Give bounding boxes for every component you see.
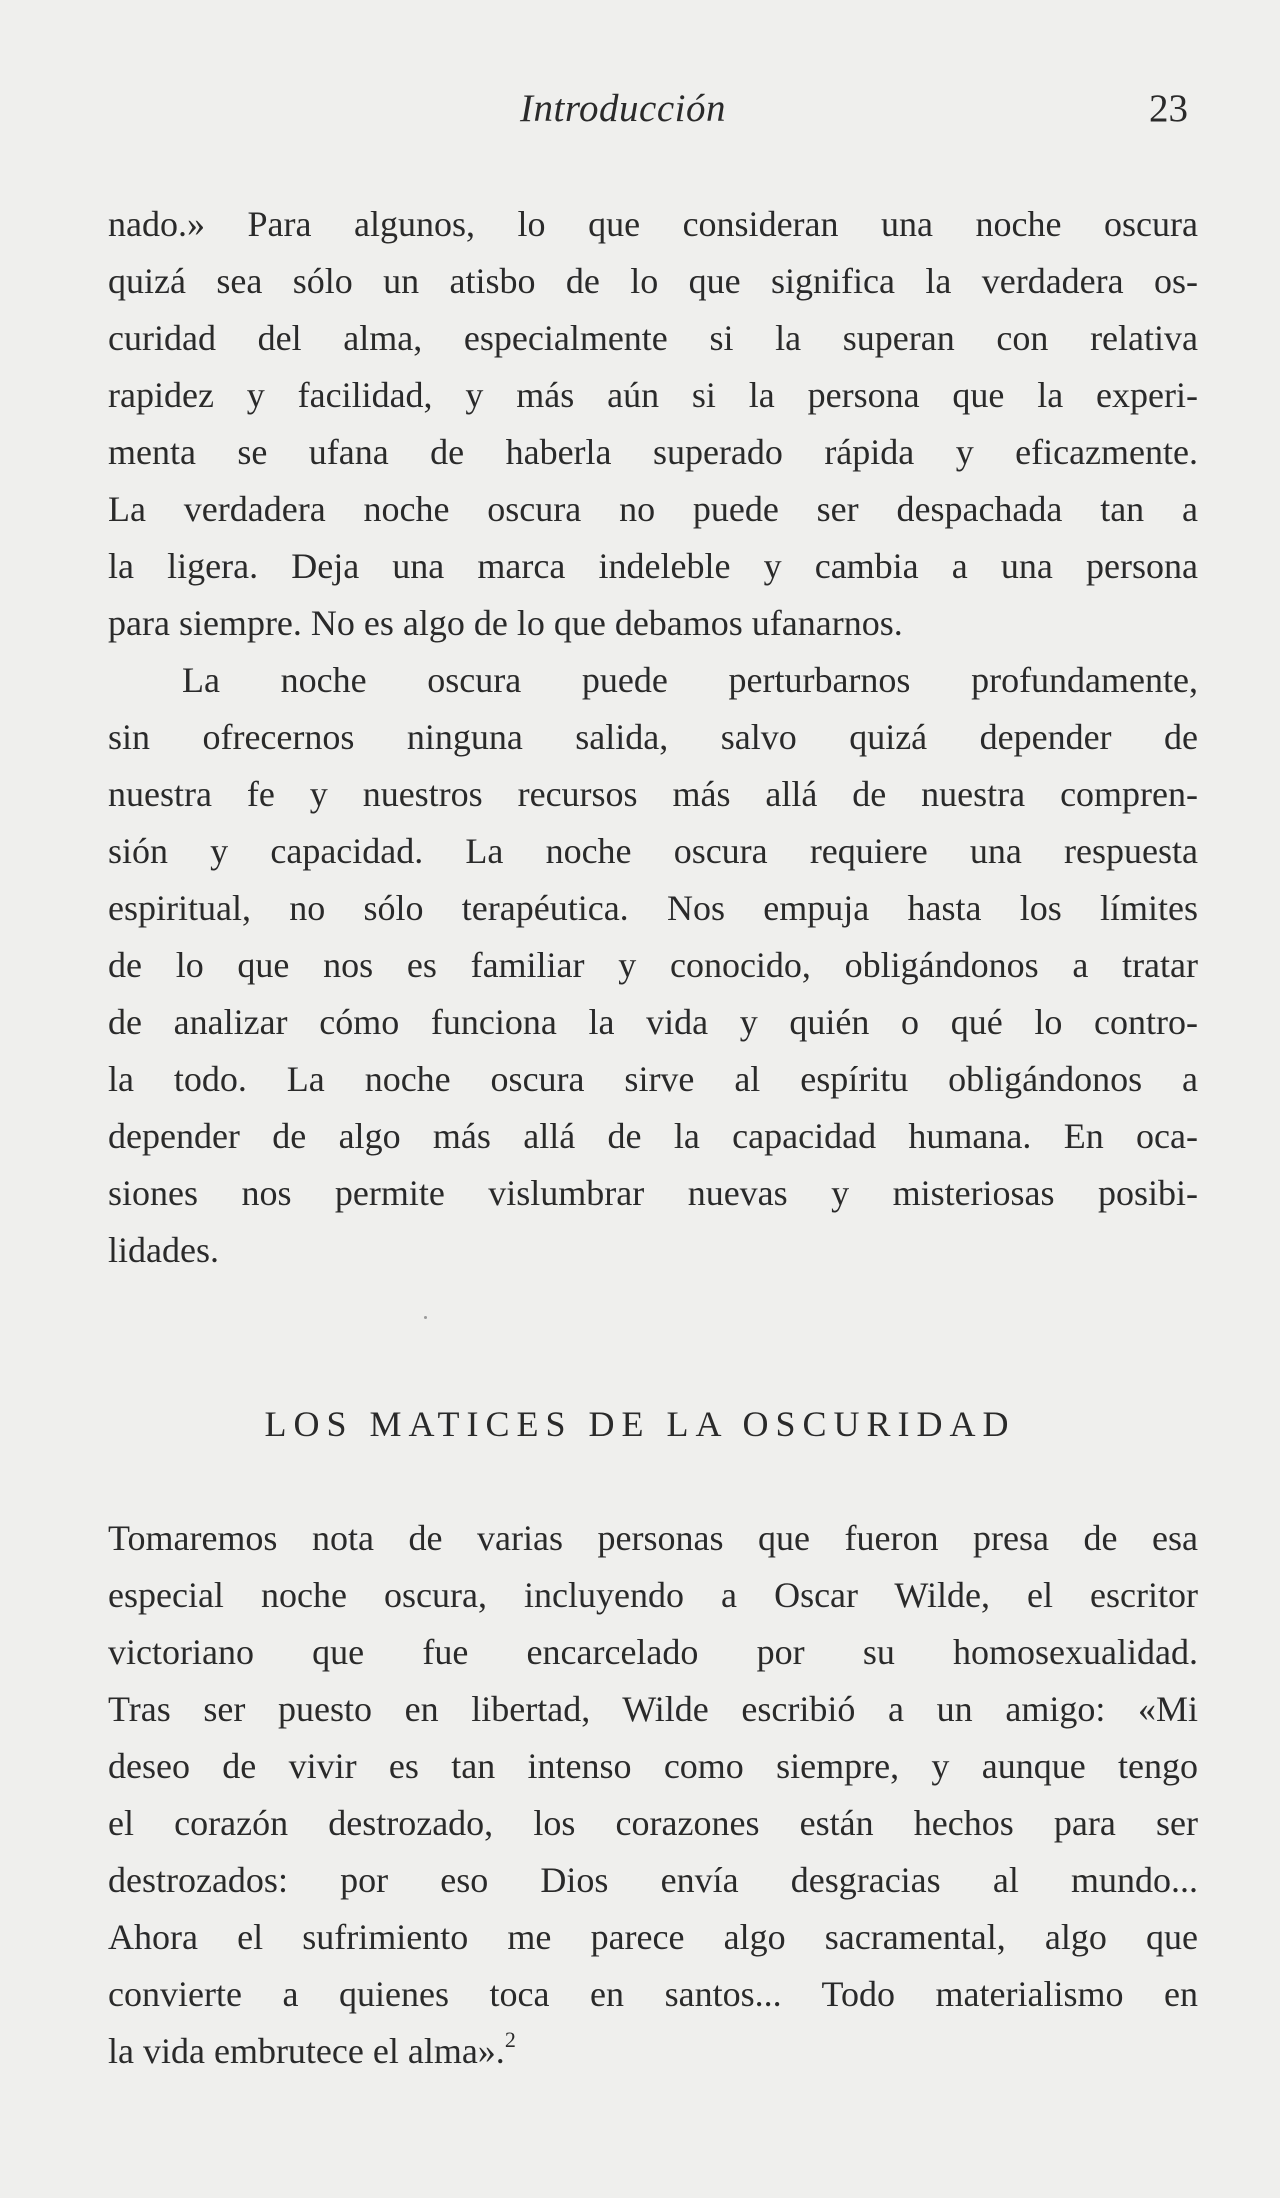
text-line: espiritual, no sólo terapéutica. Nos empuja hasta los límites xyxy=(108,888,1198,928)
text-line: convierte a quienes toca en santos... Todo materialismo en xyxy=(108,1974,1198,2014)
text-line: sin ofrecernos ninguna salida, salvo quizá depender de xyxy=(108,717,1198,757)
text-line-with-footnote xyxy=(108,2023,1198,2080)
text-line: la todo. La noche oscura sirve al espíritu obligándonos a xyxy=(108,1059,1198,1099)
running-head xyxy=(0,86,1280,146)
text-line: depender de algo más allá de la capacidad humana. En oca- xyxy=(108,1116,1198,1156)
text-line: rapidez y facilidad, y más aún si la persona que la experi- xyxy=(108,375,1198,415)
text-line: para siempre. No es algo de lo que debamos ufanarnos. xyxy=(108,603,903,643)
text-line: menta se ufana de haberla superado rápida y eficazmente. xyxy=(108,432,1198,472)
text-line: el corazón destrozado, los corazones están hechos para ser xyxy=(108,1803,1198,1843)
text-line-content: la vida embrutece el alma». xyxy=(108,2031,505,2071)
running-title: Introducción xyxy=(520,87,727,130)
ornament-dot xyxy=(424,1316,427,1319)
page-number: 23 xyxy=(1149,87,1188,130)
text-line: nado.» Para algunos, lo que consideran una noche oscura xyxy=(108,204,1198,244)
text-line: la ligera. Deja una marca indeleble y cambia a una persona xyxy=(108,546,1198,586)
text-line: lidades. xyxy=(108,1230,219,1270)
text-line: de lo que nos es familiar y conocido, obligándonos a tratar xyxy=(108,945,1198,985)
text-line: La noche oscura puede perturbarnos profundamente, xyxy=(182,660,1198,700)
text-line: La verdadera noche oscura no puede ser despachada tan a xyxy=(108,489,1198,529)
text-line: deseo de vivir es tan intenso como siempre, y aunque tengo xyxy=(108,1746,1198,1786)
text-line: sión y capacidad. La noche oscura requiere una respuesta xyxy=(108,831,1198,871)
text-line: destrozados: por eso Dios envía desgracias al mundo... xyxy=(108,1860,1198,1900)
text-line: quizá sea sólo un atisbo de lo que significa la verdadera os- xyxy=(108,261,1198,301)
text-line: Ahora el sufrimiento me parece algo sacramental, algo que xyxy=(108,1917,1198,1957)
text-line: siones nos permite vislumbrar nuevas y misteriosas posibi- xyxy=(108,1173,1198,1213)
section-heading: LOS MATICES DE LA OSCURIDAD xyxy=(264,1404,1016,1444)
text-line: especial noche oscura, incluyendo a Oscar Wilde, el escritor xyxy=(108,1575,1198,1615)
text-line: de analizar cómo funciona la vida y quién o qué lo contro- xyxy=(108,1002,1198,1042)
text-line: nuestra fe y nuestros recursos más allá de nuestra compren- xyxy=(108,774,1198,814)
footnote-reference[interactable]: 2 xyxy=(504,2027,516,2052)
text-line: curidad del alma, especialmente si la superan con relativa xyxy=(108,318,1198,358)
text-line: Tomaremos nota de varias personas que fueron presa de esa xyxy=(108,1518,1198,1558)
text-line: victoriano que fue encarcelado por su homosexualidad. xyxy=(108,1632,1198,1672)
text-line: Tras ser puesto en libertad, Wilde escribió a un amigo: «Mi xyxy=(108,1689,1198,1729)
